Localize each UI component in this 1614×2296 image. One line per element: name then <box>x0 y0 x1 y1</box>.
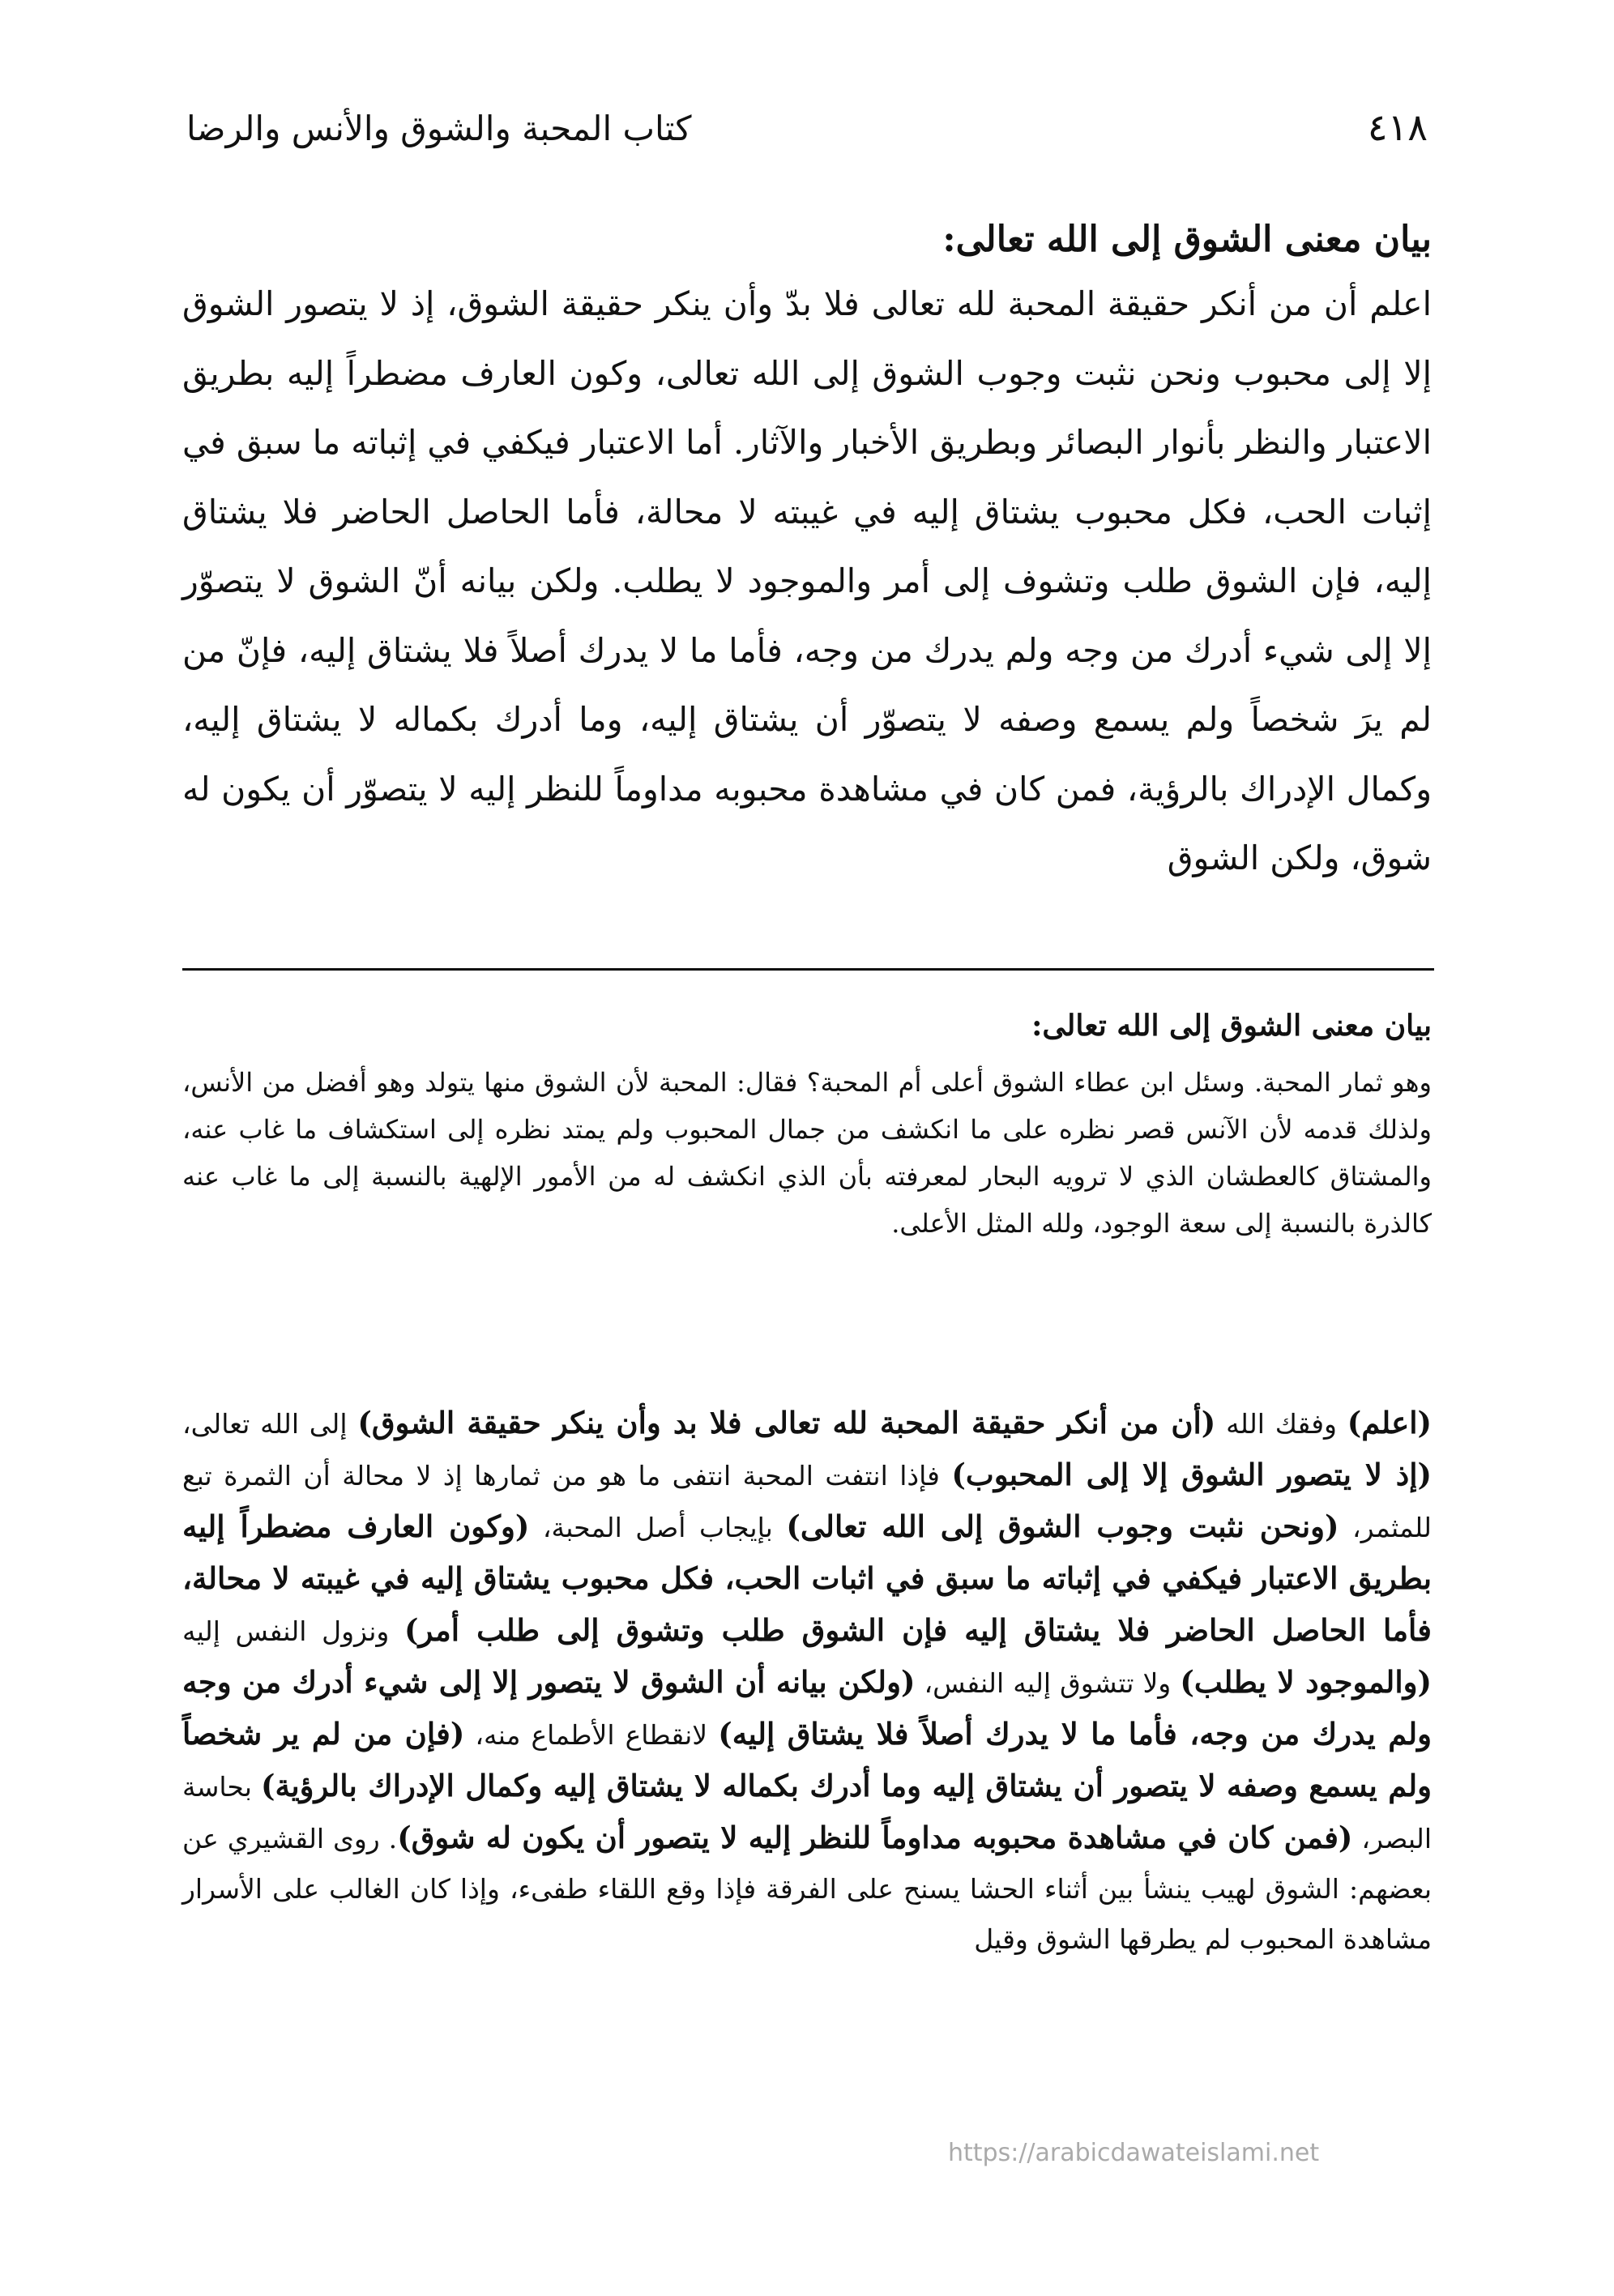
explanation-segment: بحاسة البصر، <box>182 1771 1433 1854</box>
commentary-block <box>182 1009 1432 1247</box>
quoted-text-segment: (ونحن نثبت وجوب الشوق إلى الله تعالى) <box>786 1509 1339 1544</box>
explanation-segment: وفقك الله <box>1215 1408 1347 1440</box>
quoted-text-segment: (ولكن بيانه أن الشوق لا يتصور إلا إلى شيء أدرك من وجه ولم يدرك من وجه، فأما ما لا يدرك أصلاً فلا يشتاق إليه) <box>182 1664 1432 1752</box>
sharh-block <box>182 1398 1432 1965</box>
explanation-segment: . روى القشيري عن بعضهم: الشوق لهيب ينشأ بين أثناء الحشا يسنح على الفرقة فإذا وقع اللقاء طفىء، وإذا كان الغالب على الأسرار مشاهدة المحبوب لم يطرقها الشوق وقيل <box>182 1823 1432 1955</box>
commentary-paragraph: وهو ثمار المحبة. وسئل ابن عطاء الشوق أعلى أم المحبة؟ فقال: المحبة لأن الشوق منها يتولد وهو أفضل من الأنس، ولذلك قدمه لأن الآنس قصر نظره على ما انكشف من جمال المحبوب ولم يمتد نظره إلى استكشاف ما غاب عنه، والمشتاق كالعطشان الذي لا ترويه البحار لمعرفته بأن الذي انكشف له من الأمور الإلهية بالنسبة إلى ما غاب عنه كالذرة بالنسبة إلى سعة الوجود، ولله المثل الأعلى. <box>182 1067 1433 1239</box>
main-paragraph: اعلم أن من أنكر حقيقة المحبة لله تعالى فلا بدّ وأن ينكر حقيقة الشوق، إذ لا يتصور الشوق إلا إلى محبوب ونحن نثبت وجوب الشوق إلى الله تعالى، وكون العارف مضطراً إليه بطريق الاعتبار والنظر بأنوار البصائر وبطريق الأخبار والآثار. أما الاعتبار فيكفي في إثباته ما سبق في إثبات الحب، فكل محبوب يشتاق إليه في غيبته لا محالة، فأما الحاصل الحاضر فلا يشتاق إليه، فإن الشوق طلب وتشوف إلى أمر والموجود لا يطلب. ولكن بيانه أنّ الشوق لا يتصوّر إلا إلى شيء أدرك من وجه ولم يدرك من وجه، فأما ما لا يدرك أصلاً فلا يشتاق إليه، فإنّ من لم يرَ شخصاً ولم يسمع وصفه لا يتصوّر أن يشتاق إليه، وما أدرك بكماله لا يشتاق إليه، وكمال الإدراك بالرؤية، فمن كان في مشاهدة محبوبه مداوماً للنظر إليه لا يتصوّر أن يكون له شوق، ولكن الشوق <box>182 284 1432 877</box>
watermark-url: https://arabicdawateislami.net <box>948 2139 1320 2167</box>
quoted-text-segment: (أن من أنكر حقيقة المحبة لله تعالى فلا بد وأن ينكر حقيقة الشوق) <box>357 1405 1216 1440</box>
explanation-segment: ولا تتشوق إليه النفس، <box>915 1667 1181 1699</box>
commentary-heading: بيان معنى الشوق إلى الله تعالى: <box>1031 1009 1432 1043</box>
quoted-text-segment: (والموجود لا يطلب) <box>1180 1664 1432 1700</box>
book-title: كتاب المحبة والشوق والأنس والرضا <box>186 109 692 148</box>
main-text-block <box>182 219 1432 894</box>
quoted-text-segment: (اعلم) <box>1347 1405 1432 1440</box>
section-heading: بيان معنى الشوق إلى الله تعالى: <box>942 219 1432 260</box>
explanation-segment: بإيجاب أصل المحبة، <box>529 1512 787 1543</box>
explanation-segment: فإذا انتفت المحبة انتفى ما هو من ثمارها إذ لا محالة أن الثمرة تبع للمثمر، <box>182 1460 1432 1543</box>
explanation-segment: ونزول النفس إليه <box>182 1615 405 1647</box>
sharh-paragraph <box>182 1398 1432 1965</box>
quoted-text-segment: (إذ لا يتصور الشوق إلا إلى المحبوب) <box>951 1457 1432 1492</box>
page-header <box>186 105 1428 149</box>
explanation-segment: لانقطاع الأطماع منه، <box>464 1719 719 1751</box>
explanation-segment: إلى الله تعالى، <box>182 1408 358 1440</box>
quoted-text-segment: (فإن من لم ير شخصاً ولم يسمع وصفه لا يتصور أن يشتاق إليه وما أدرك بكماله لا يشتاق إليه وكمال الإدراك بالرؤية) <box>182 1716 1433 1803</box>
page-number: ٤١٨ <box>1367 105 1428 149</box>
quoted-text-segment: (وكون العارف مضطراً إليه بطريق الاعتبار فيكفي في إثباته ما سبق في اثبات الحب، فكل محبوب يشتاق إليه في غيبته لا محالة، فأما الحاصل الحاضر فلا يشتاق إليه فإن الشوق طلب وتشوق إلى طلب أمر) <box>182 1509 1432 1648</box>
quoted-text-segment: (فمن كان في مشاهدة محبوبه مداوماً للنظر إليه لا يتصور أن يكون له شوق) <box>397 1820 1353 1855</box>
divider-line <box>182 968 1434 971</box>
